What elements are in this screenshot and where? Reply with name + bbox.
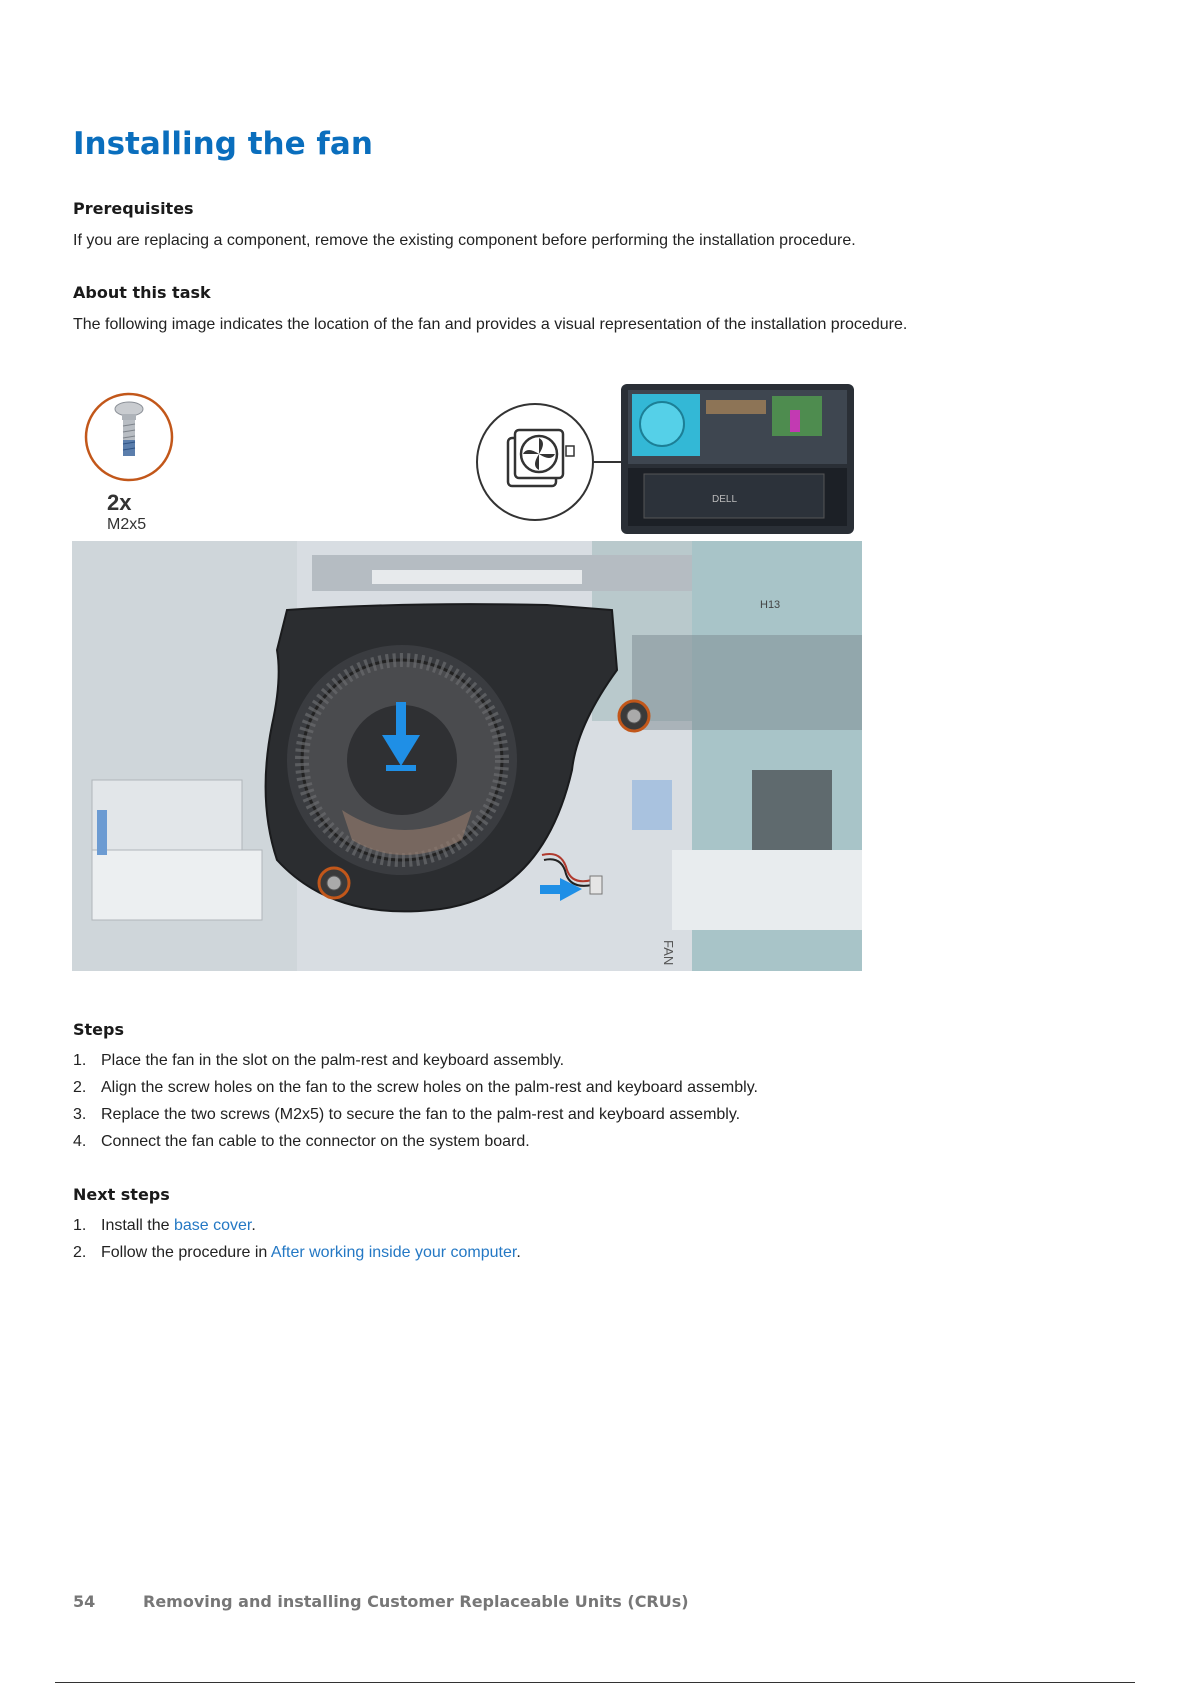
step-text: Place the fan in the slot on the palm-rest and keyboard assembly. — [101, 1052, 565, 1069]
footer-divider — [55, 1682, 1135, 1683]
svg-text:DELL: DELL — [712, 494, 738, 505]
list-item — [73, 1078, 758, 1105]
fan-icon — [477, 404, 593, 520]
step-number: 3. — [73, 1106, 87, 1123]
screw-type-label: M2x5 — [107, 516, 147, 533]
list-item — [73, 1216, 521, 1243]
step-number: 2. — [73, 1244, 87, 1261]
page-number: 54 — [73, 1592, 96, 1611]
next-steps-list — [73, 1216, 521, 1270]
fan-installation-figure — [72, 380, 872, 985]
step-text-prefix: Install the — [101, 1217, 174, 1234]
page-title: Installing the fan — [73, 126, 373, 162]
footer-chapter-title: Removing and installing Customer Replaceable Units (CRUs) — [143, 1592, 689, 1611]
fan-install-photo — [72, 541, 862, 971]
after-working-inside-link[interactable]: After working inside your computer — [270, 1244, 517, 1261]
screw-icon — [86, 394, 172, 480]
list-item — [73, 1105, 758, 1132]
board-label-fan: FAN — [661, 940, 676, 966]
step-number: 4. — [73, 1133, 87, 1150]
screw-position-bottom — [319, 868, 349, 898]
list-item — [73, 1243, 521, 1270]
about-task-text: The following image indicates the location of the fan and provides a visual representation of the installation procedure. — [73, 316, 908, 333]
step-text: Replace the two screws (M2x5) to secure the fan to the palm-rest and keyboard assembly. — [101, 1106, 741, 1123]
step-text: Connect the fan cable to the connector on the system board. — [101, 1133, 530, 1150]
prerequisites-heading: Prerequisites — [73, 199, 194, 218]
prerequisites-text: If you are replacing a component, remove the existing component before performing the installation procedure. — [73, 232, 856, 249]
step-number: 1. — [73, 1217, 87, 1234]
list-item — [73, 1132, 758, 1159]
next-steps-heading: Next steps — [73, 1185, 170, 1204]
step-text: Align the screw holes on the fan to the screw holes on the palm-rest and keyboard assembly. — [101, 1079, 758, 1096]
board-label-h13: H13 — [760, 599, 781, 611]
step-text-prefix: Follow the procedure in — [101, 1244, 271, 1261]
screw-position-top — [619, 701, 649, 731]
step-text-suffix: . — [251, 1217, 256, 1234]
step-text-suffix: . — [516, 1244, 521, 1261]
base-cover-link[interactable]: base cover — [173, 1217, 252, 1234]
about-task-heading: About this task — [73, 283, 211, 302]
laptop-overview-image — [621, 384, 854, 534]
steps-list — [73, 1051, 758, 1159]
step-number: 1. — [73, 1052, 87, 1069]
step-number: 2. — [73, 1079, 87, 1096]
list-item — [73, 1051, 758, 1078]
steps-heading: Steps — [73, 1020, 124, 1039]
screw-count-label: 2x — [107, 490, 132, 515]
